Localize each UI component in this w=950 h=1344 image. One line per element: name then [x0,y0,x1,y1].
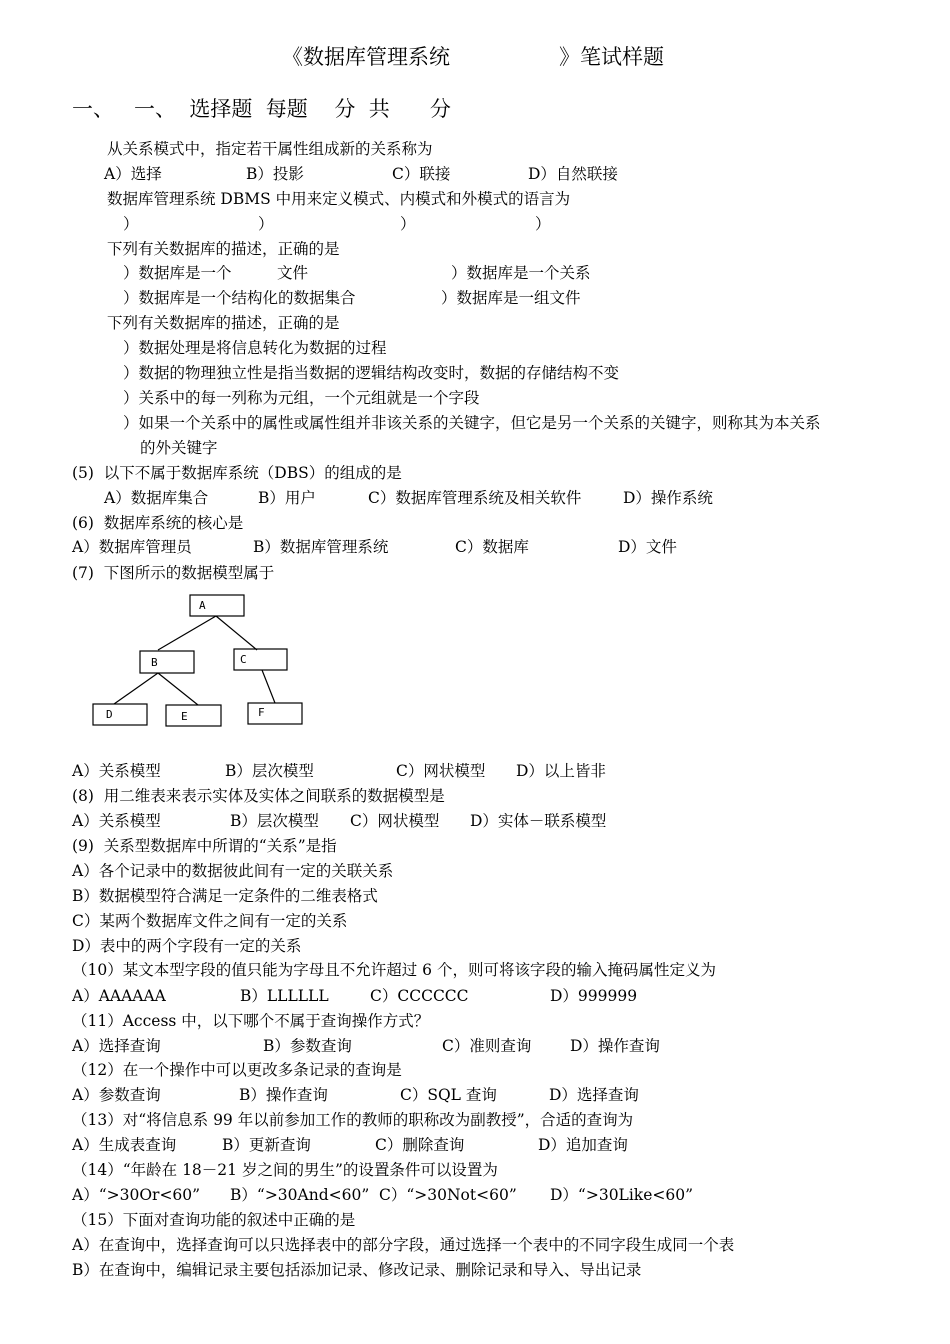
option-a: A）AAAAAA [72,987,166,1005]
option-c: ） [400,215,416,233]
option-a: A）数据库管理员 [72,538,192,556]
node-b-label: B [151,656,158,669]
option-c: C）网状模型 [396,762,486,780]
option-d: D）追加查询 [538,1136,628,1154]
option-c: C）删除查询 [375,1136,465,1154]
option-d: D）实体－联系模型 [470,812,607,830]
option-b: B）用户 [258,489,316,507]
option-d: D）操作查询 [570,1037,660,1055]
node-e-label: E [181,710,188,723]
option-c: C）CCCCCC [370,987,469,1005]
section-header: 一、 一、 选择题 每题 分 共 分 [72,97,451,121]
node-f-label: F [258,706,265,719]
option-b: B）更新查询 [222,1136,311,1154]
page-title-left: 《数据库管理系统 [282,45,450,69]
edge-b-e [158,673,198,705]
option-b: ） [258,215,274,233]
edge-b-d [114,673,158,704]
option-a: A）参数查询 [72,1086,161,1104]
option-d: D）操作系统 [623,489,713,507]
option-c: C）网状模型 [350,812,440,830]
option-b: ）数据库是一个关系 [451,264,591,282]
option-c: C）“>30Not<60” [379,1186,517,1204]
edge-a-b [158,616,216,650]
hierarchy-diagram [90,586,312,736]
option-d: D）自然联接 [528,165,618,183]
option-c: ）数据库是一个结构化的数据集合 [123,289,356,307]
option-a: ）数据库是一个 [123,264,232,282]
option-c: C）数据库 [455,538,529,556]
option-c: C）联接 [392,165,451,183]
node-c-label: C [240,653,247,666]
option-b: B）“>30And<60” [230,1186,370,1204]
option-b: B）数据库管理系统 [253,538,389,556]
option-b: B）参数查询 [263,1037,352,1055]
node-a-label: A [199,599,206,612]
page-title-right: 》笔试样题 [559,45,664,69]
option-a: A）关系模型 [72,762,161,780]
node-e-box [166,705,221,726]
node-f-box [248,703,302,724]
option-c: C）数据库管理系统及相关软件 [368,489,582,507]
option-b: B）投影 [246,165,304,183]
option-a: ） [123,215,139,233]
option-c: C）准则查询 [442,1037,532,1055]
option-d: ）数据库是一组文件 [441,289,581,307]
option-a: A）生成表查询 [72,1136,177,1154]
option-d: D）文件 [618,538,677,556]
option-a-cont: 文件 [277,264,309,282]
option-d: ） [535,215,551,233]
option-a: A）“>30Or<60” [72,1186,201,1204]
node-d-label: D [106,708,113,721]
option-b: B）操作查询 [239,1086,328,1104]
option-b: B）层次模型 [230,812,319,830]
edge-c-f [262,670,275,703]
option-c: C）SQL 查询 [400,1086,497,1104]
page-title [0,41,950,75]
option-d: D）“>30Like<60” [550,1186,694,1204]
edge-a-c [216,616,257,650]
option-a: A）关系模型 [72,812,161,830]
option-d: D）选择查询 [549,1086,639,1104]
option-b: B）层次模型 [225,762,314,780]
option-d: D）999999 [550,987,638,1005]
option-d: D）以上皆非 [516,762,606,780]
option-b: B）LLLLLL [240,987,329,1005]
option-a: A）选择 [104,165,162,183]
option-a: A）数据库集合 [104,489,209,507]
node-d-box [93,704,147,725]
node-b-box [140,651,194,673]
option-a: A）选择查询 [72,1037,161,1055]
